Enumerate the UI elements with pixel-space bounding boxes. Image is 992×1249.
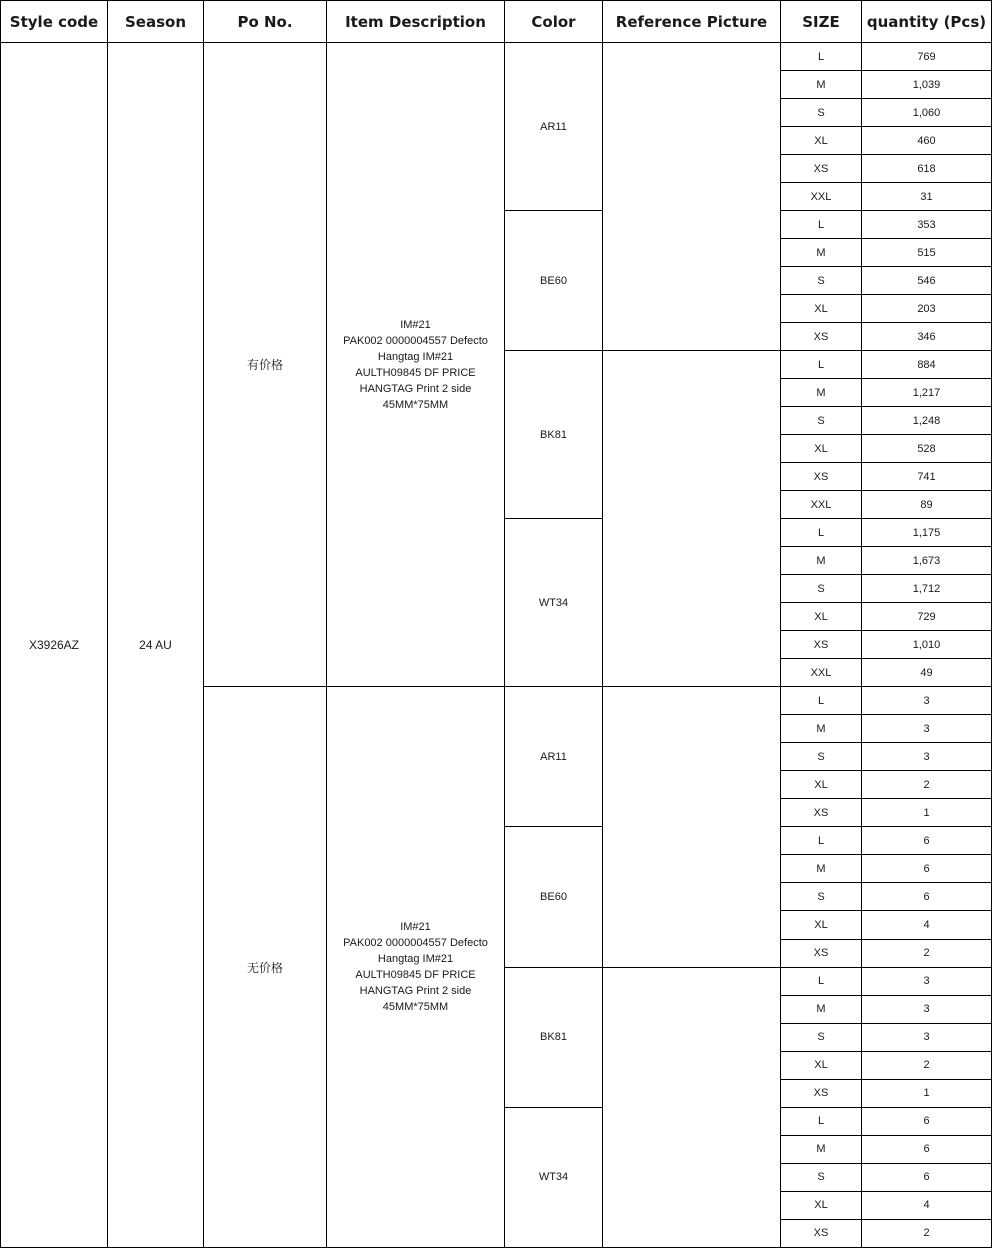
quantity-cell: 618 [862, 155, 992, 183]
size-cell: XS [781, 155, 862, 183]
description-line: 45MM*75MM [382, 398, 449, 411]
quantity-cell: 3 [862, 715, 992, 743]
description-line: PAK002 0000004557 Defecto [343, 334, 488, 347]
quantity-cell: 2 [862, 771, 992, 799]
quantity-cell: 729 [862, 603, 992, 631]
table-row [1, 43, 992, 71]
header-quantity: quantity (Pcs) [862, 1, 992, 43]
quantity-cell: 1 [862, 1079, 992, 1107]
size-cell: XL [781, 435, 862, 463]
size-cell: M [781, 995, 862, 1023]
description-line: Hangtag IM#21 [377, 350, 454, 363]
header-reference-picture: Reference Picture [603, 1, 781, 43]
size-cell: XS [781, 939, 862, 967]
description-line: AULTH09845 DF PRICE [355, 366, 476, 379]
quantity-cell: 3 [862, 687, 992, 715]
quantity-cell: 884 [862, 351, 992, 379]
header-season: Season [108, 1, 204, 43]
size-cell: XS [781, 1219, 862, 1247]
quantity-cell: 3 [862, 995, 992, 1023]
size-cell: L [781, 519, 862, 547]
quantity-cell: 6 [862, 855, 992, 883]
size-cell: M [781, 71, 862, 99]
style-code-cell: X3926AZ [1, 43, 108, 1248]
description-line: HANGTAG Print 2 side [359, 382, 472, 395]
size-cell: XL [781, 1051, 862, 1079]
size-cell: S [781, 1163, 862, 1191]
color-cell: BE60 [505, 211, 603, 351]
quantity-cell: 1,673 [862, 547, 992, 575]
header-size: SIZE [781, 1, 862, 43]
quantity-cell: 6 [862, 1135, 992, 1163]
size-cell: S [781, 407, 862, 435]
size-cell: M [781, 1135, 862, 1163]
quantity-cell: 6 [862, 827, 992, 855]
size-cell: L [781, 687, 862, 715]
color-cell: AR11 [505, 687, 603, 827]
size-cell: L [781, 1107, 862, 1135]
table-body [1, 43, 992, 1248]
quantity-cell: 203 [862, 295, 992, 323]
size-cell: L [781, 967, 862, 995]
quantity-cell: 546 [862, 267, 992, 295]
quantity-cell: 6 [862, 883, 992, 911]
size-cell: M [781, 715, 862, 743]
size-cell: XL [781, 127, 862, 155]
header-row [1, 1, 992, 43]
po-cell: 有价格 [204, 43, 327, 687]
quantity-cell: 528 [862, 435, 992, 463]
season-cell: 24 AU [108, 43, 204, 1248]
size-cell: XL [781, 603, 862, 631]
color-cell: WT34 [505, 1107, 603, 1247]
quantity-cell: 2 [862, 1051, 992, 1079]
size-cell: XS [781, 631, 862, 659]
size-cell: L [781, 351, 862, 379]
quantity-cell: 515 [862, 239, 992, 267]
description-line: HANGTAG Print 2 side [359, 985, 472, 998]
quantity-cell: 1,217 [862, 379, 992, 407]
size-cell: M [781, 239, 862, 267]
quantity-cell: 49 [862, 659, 992, 687]
color-cell: BK81 [505, 351, 603, 519]
quantity-cell: 1,175 [862, 519, 992, 547]
size-cell: L [781, 211, 862, 239]
header-item-description: Item Description [327, 1, 505, 43]
quantity-cell: 3 [862, 967, 992, 995]
size-cell: XL [781, 295, 862, 323]
color-cell: BE60 [505, 827, 603, 967]
item-description-cell [327, 687, 505, 1248]
quantity-cell: 1 [862, 799, 992, 827]
size-cell: S [781, 743, 862, 771]
color-cell: BK81 [505, 967, 603, 1107]
size-cell: M [781, 855, 862, 883]
header-po-no: Po No. [204, 1, 327, 43]
size-cell: XL [781, 1191, 862, 1219]
size-cell: M [781, 547, 862, 575]
reference-picture-cell [603, 687, 781, 967]
description-line: AULTH09845 DF PRICE [355, 969, 476, 982]
quantity-cell: 4 [862, 1191, 992, 1219]
quantity-cell: 2 [862, 939, 992, 967]
quantity-cell: 6 [862, 1107, 992, 1135]
size-cell: XXL [781, 183, 862, 211]
quantity-cell: 769 [862, 43, 992, 71]
size-cell: S [781, 267, 862, 295]
size-cell: XS [781, 463, 862, 491]
size-cell: XXL [781, 659, 862, 687]
quantity-cell: 353 [862, 211, 992, 239]
quantity-cell: 89 [862, 491, 992, 519]
header-color: Color [505, 1, 603, 43]
quantity-cell: 6 [862, 1163, 992, 1191]
quantity-cell: 346 [862, 323, 992, 351]
quantity-cell: 460 [862, 127, 992, 155]
description-line: Hangtag IM#21 [377, 953, 454, 966]
color-cell: WT34 [505, 519, 603, 687]
size-cell: XS [781, 799, 862, 827]
description-line: PAK002 0000004557 Defecto [343, 937, 488, 950]
size-cell: L [781, 43, 862, 71]
quantity-cell: 3 [862, 743, 992, 771]
quantity-cell: 1,712 [862, 575, 992, 603]
size-cell: XL [781, 771, 862, 799]
reference-picture-cell [603, 967, 781, 1247]
description-line: IM#21 [400, 921, 431, 934]
quantity-cell: 1,010 [862, 631, 992, 659]
quantity-cell: 1,248 [862, 407, 992, 435]
quantity-cell: 741 [862, 463, 992, 491]
po-cell: 无价格 [204, 687, 327, 1248]
size-cell: S [781, 575, 862, 603]
size-cell: S [781, 99, 862, 127]
reference-picture-cell [603, 43, 781, 351]
color-cell: AR11 [505, 43, 603, 211]
description-line: IM#21 [400, 318, 431, 331]
quantity-cell: 31 [862, 183, 992, 211]
header-style-code: Style code [1, 1, 108, 43]
quantity-cell: 2 [862, 1219, 992, 1247]
size-cell: L [781, 827, 862, 855]
size-cell: XL [781, 911, 862, 939]
size-cell: S [781, 1023, 862, 1051]
size-cell: XS [781, 323, 862, 351]
quantity-cell: 1,039 [862, 71, 992, 99]
size-cell: XS [781, 1079, 862, 1107]
item-description-cell [327, 43, 505, 687]
description-line: 45MM*75MM [382, 1001, 449, 1014]
quantity-cell: 3 [862, 1023, 992, 1051]
quantity-cell: 4 [862, 911, 992, 939]
size-cell: XXL [781, 491, 862, 519]
quantity-cell: 1,060 [862, 99, 992, 127]
size-cell: S [781, 883, 862, 911]
size-cell: M [781, 379, 862, 407]
reference-picture-cell [603, 351, 781, 687]
